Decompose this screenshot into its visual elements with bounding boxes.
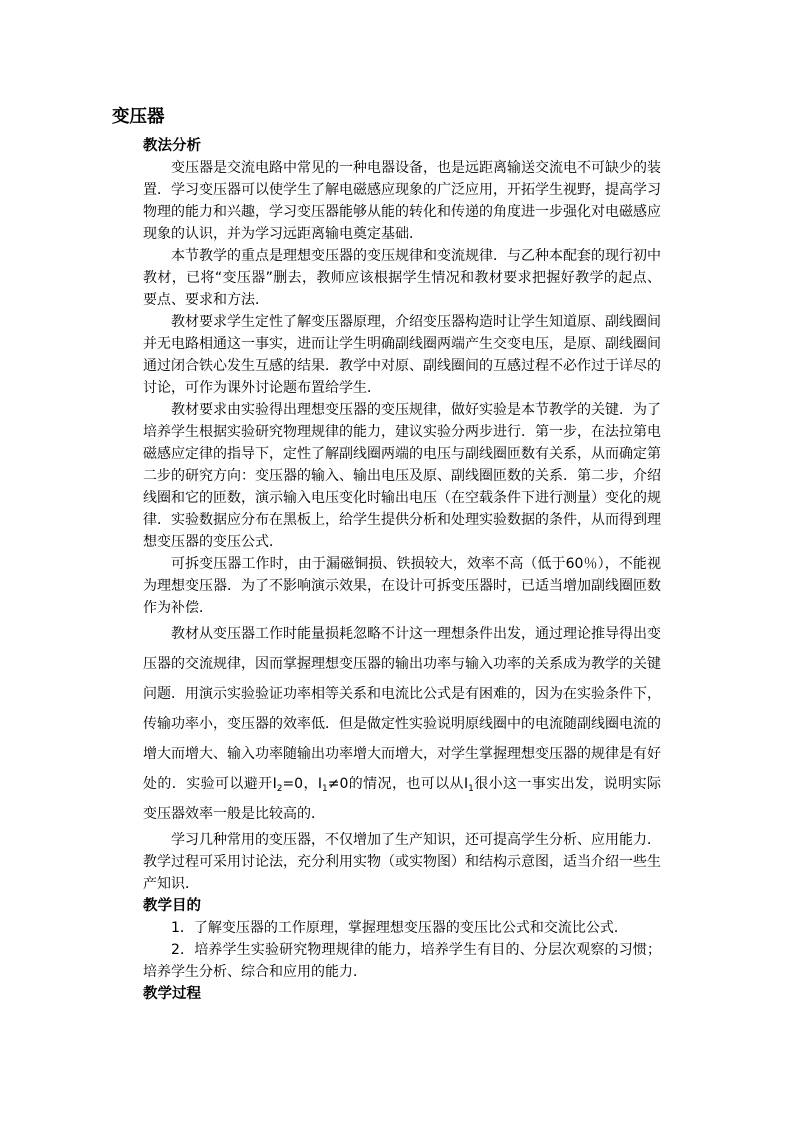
section-heading-goals: 教学目的 <box>143 898 201 914</box>
subscript: 2 <box>276 784 283 794</box>
subscript: 1 <box>468 784 474 794</box>
paragraph: 学习几种常用的变压器，不仅增加了生产知识，还可提高学生分析、应用能力．教学过程可采用讨论法，充分利用实物（或实物图）和结构示意图，适当介绍一些生产知识． <box>143 832 661 892</box>
paragraph: 教材要求由实验得出理想变压器的变压规律，做好实验是本节教学的关键．为了培养学生根据实验研究物理规律的能力，建议实验分两步进行．第一步，在法拉第电磁感应定律的指导下，定性了解副线圈两端的电压与副线圈匝数有关系，从而确定第二步的研究方向：变压器的输入、输出电压及原、副线圈匝数的关系．第二步，介绍线圈和它的匝数，演示输入电压变化时输出电压（在空载条件下进行测量）变化的规律．实验数据应分布在黑板上，给学生提供分析和处理实验数据的条件，从而得到理想变压器的变压公式． <box>143 402 661 550</box>
section-heading-process: 教学过程 <box>143 986 201 1002</box>
paragraph: 2．培养学生实验研究物理规律的能力，培养学生有目的、分层次观察的习惯；培养学生分析、综合和应用的能力． <box>143 942 661 980</box>
paragraph-text: 教材从变压器工作时能量损耗忽略不计这一理想条件出发，通过理论推导得出变压器的交流规律，因而掌握理想变压器的输出功率与输入功率的关系成为教学的关键问题．用演示实验验证功率相等关系和电流比公式是有困难的，因为在实验条件下，传输功率小，变压器的效率低．但是做定性实验说明原线圈中的电流随副线圈电流的增大而增大、输入功率随输出功率增大而增大，对学生掌握理想变压器的规律是有好处的．实验可以避开I <box>143 626 661 792</box>
paragraph: 教材要求学生定性了解变压器原理，介绍变压器构造时让学生知道原、副线圈间并无电路相通这一事实，进而让学生明确副线圈两端产生交变电压，是原、副线圈间通过闭合铁心发生互感的结果．教学中对原、副线圈间的互感过程不必作过于详尽的讨论，可作为课外讨论题布置给学生． <box>143 314 661 396</box>
paragraph: 本节教学的重点是理想变压器的变压规律和变流规律．与乙种本配套的现行初中教材，已将“变压器”删去，教师应该根据学生情况和教材要求把握好教学的起点、要点、要求和方法． <box>143 248 661 308</box>
paragraph-text: 很小这一事实出发，说明实际变压器效率一般是比较高的． <box>143 776 661 822</box>
subscript: 1 <box>322 784 328 794</box>
doc-body <box>143 135 661 1005</box>
doc-title: 变压器 <box>112 107 165 127</box>
paragraph-with-formula <box>143 619 661 829</box>
paragraph: 变压器是交流电路中常见的一种电器设备，也是远距离输送交流电不可缺少的装置．学习变压器可以使学生了解电磁感应现象的广泛应用，开拓学生视野，提高学习物理的能力和兴趣，学习变压器能够从能的转化和传递的角度进一步强化对电磁感应现象的认识，并为学习远距离输电奠定基础． <box>143 160 661 242</box>
paragraph: 可拆变压器工作时，由于漏磁铜损、铁损较大，效率不高（低于60％），不能视为理想变压器．为了不影响演示效果，在设计可拆变压器时，已适当增加副线圈匝数作为补偿． <box>143 556 661 616</box>
section-heading-analysis: 教法分析 <box>143 138 201 154</box>
paragraph-text: =0，I <box>282 776 322 792</box>
paragraph-text: ≠0的情况，也可以从I <box>327 776 469 792</box>
paragraph: 1．了解变压器的工作原理，掌握理想变压器的变压比公式和交流比公式． <box>171 920 628 936</box>
